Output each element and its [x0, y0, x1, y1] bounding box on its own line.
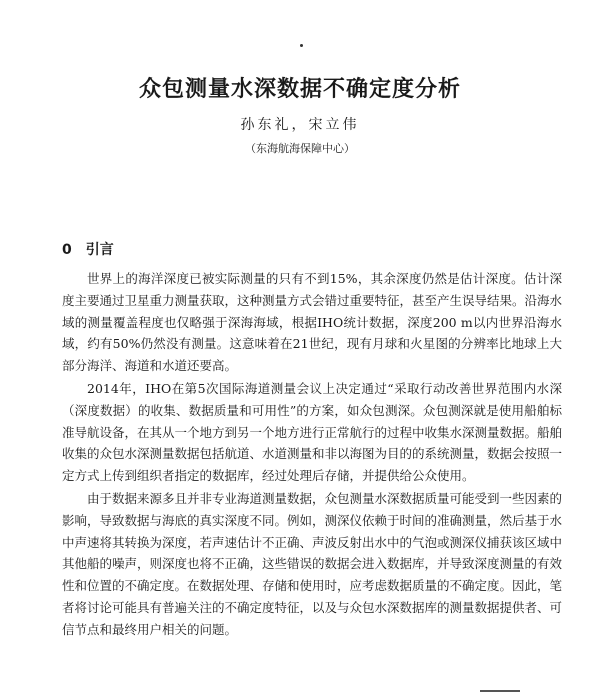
section-number: 0 — [62, 242, 72, 258]
section-heading — [62, 239, 114, 259]
author-affiliation: （东海航海保障中心） — [245, 142, 355, 155]
paper-title: 众包测量水深数据不确定度分析 — [138, 77, 461, 102]
paper-authors: 孙东礼，宋立伟 — [240, 117, 360, 133]
section-title: 引言 — [85, 242, 114, 258]
paragraph: 2014年，IHO在第5次国际海道测量会议上决定通过“采取行动改善世界范围内水深（深度数据）的收集、数据质量和可用性”的方案，如众包测深。众包测深就是使用船舶标准导航设备，在其从一个地方到另一个地方进行正常航行的过程中收集水深测量数据。船舶收集的众包水深测量数据包括航道、水道测量和非以海图为目的的系统测量，数据会按照一定方式上传到组织者指定的数据库，经过处理后存储，并提供给公众使用。 — [62, 380, 563, 484]
paragraph: 由于数据来源多且并非专业海道测量数据，众包测量水深数据质量可能受到一些因素的影响，导致数据与海底的真实深度不同。例如，测深仪依赖于时间的准确测量，然后基于水中声速将其转换为深度，若声速估计不正确、声波反射出水中的气泡或测深仪捕获该区域中其他船的噪声，则深度也将不正确，这些错误的数据会进入数据库，并导致深度测量的有效性和位置的不确定度。在数据处理、存储和使用时，应考虑数据质量的不确定度。因此，笔者将讨论可能具有普遍关注的不确定度特征，以及与众包水深数据库的测量数据提供者、可信节点和最终用户相关的问题。 — [62, 490, 563, 637]
paragraph: 世界上的海洋深度已被实际测量的只有不到15%，其余深度仍然是估计深度。估计深度主要通过卫星重力测量获取，这种测量方式会错过重要特征，甚至产生误导结果。沿海水域的测量覆盖程度也仅略强于深海海域，根据IHO统计数据，深度200 m以内世界沿海水域，约有50%仍然没有测量。这意味着在21世纪，现有月球和火星图的分辨率比地球上大部分海洋、海道和水道还要高。 — [62, 271, 563, 374]
page-footer-mark — [480, 690, 520, 692]
page-mark — [300, 44, 303, 47]
body-text — [62, 268, 562, 642]
